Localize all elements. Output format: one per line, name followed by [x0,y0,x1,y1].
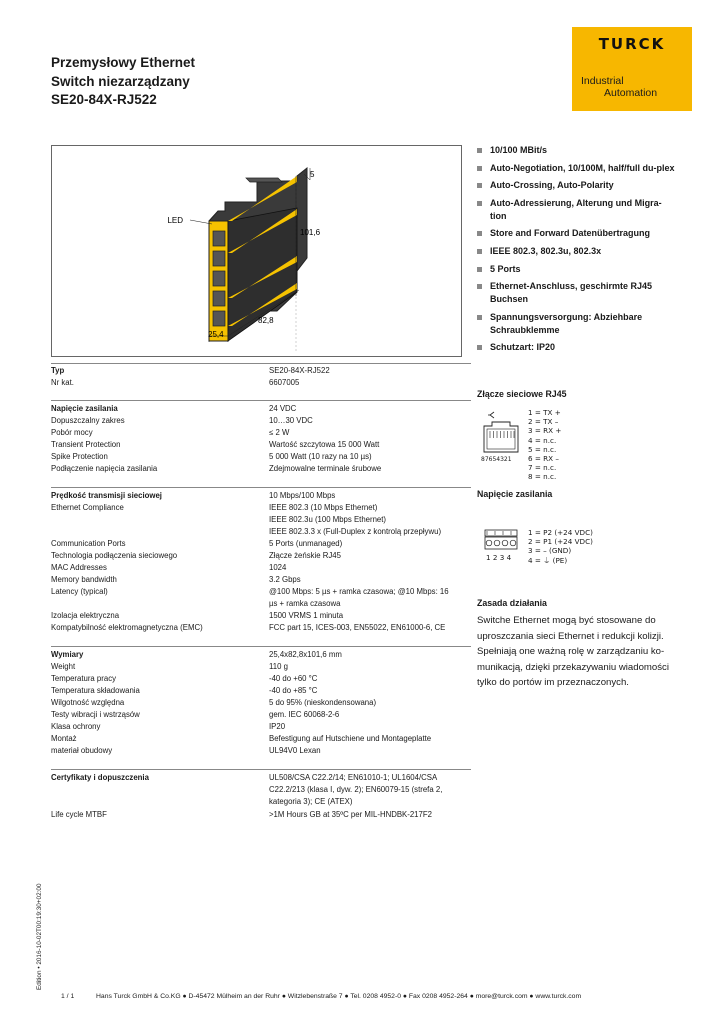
product-drawing-frame [51,145,462,357]
bullet-icon [477,315,482,320]
led-label: LED [167,216,183,225]
spec-row-predkosc: Prędkość transmisji sieciowej 10 Mbps/100 Mbps [51,491,336,500]
divider [51,646,471,647]
dim-top-label: 5 [310,170,315,179]
spec-row-transient: Transient Protection Wartość szczytowa 15 000 Watt [51,440,380,449]
title-line-1: Przemysłowy Ethernet [51,55,196,70]
spec-row-pobor: Pobór mocy ≤ 2 W [51,428,290,437]
logo-text: TURCK [598,35,666,53]
divider [51,487,471,488]
spec-row-emc: Kompatybilność elektromagnetyczna (EMC) FCC part 15, ICES-003, EN55022, EN61000-6, CE [51,623,446,632]
spec-row-certyfikaty-3: kategoria 3); CE (ATEX) [269,797,353,806]
bullet-icon [477,148,482,153]
spec-row-temp-pracy: Temperatura pracy -40 do +60 °C [51,674,318,683]
turck-logo [572,27,692,63]
spec-row-wymiary: Wymiary 25,4x82,8x101,6 mm [51,650,342,659]
divider [51,363,471,364]
brand-block [572,63,692,111]
bullet-icon [477,249,482,254]
zasada-heading: Zasada działania [477,598,547,608]
bullet-icon [477,183,482,188]
divider [51,400,471,401]
spec-row-ethernet-3: IEEE 802.3.3 x (Full-Duplex z kontrolą przepływu) [269,527,442,536]
spec-row-montaz: Montaż Befestigung auf Hutschiene und Montageplatte [51,734,432,743]
terminal-numbers: 1 2 3 4 [486,553,512,562]
terminal-block-icon [484,529,520,553]
spec-row-wibracje: Testy wibracji i wstrząsów gem. IEC 60068-2-6 [51,710,340,719]
spec-row-memory: Memory bandwidth 3.2 Gbps [51,575,301,584]
page-title [51,54,195,110]
spec-row-ethernet: Ethernet Compliance IEEE 802.3 (10 Mbps Ethernet) [51,503,378,512]
power-pin-list: 1 = P2 (+24 VDC) 2 = P1 (+24 VDC) 3 = – (GND) 4 = ⏚ (PE) [528,528,593,565]
spec-row-temp-skladowania: Temperatura składowania -40 do +85 °C [51,686,318,695]
spec-row-izolacja: Izolacja elektryczna 1500 VRMS 1 minuta [51,611,344,620]
feature-item: Auto-Adressierung, Alterung und Migra-tion [477,197,677,223]
power-heading: Napięcie zasilania [477,489,553,499]
rj45-pin-list: 1 = TX + 2 = TX – 3 = RX + 4 = n.c. 5 = n.c. 6 = RX – 7 = n.c. 8 = n.c. [528,408,562,482]
edition-stamp: Edition • 2016-10-02T00:19:30+02:00 [36,883,43,990]
spec-row-zakres: Dopuszczalny zakres 10…30 VDC [51,416,313,425]
rj45-heading: Złącze sieciowe RJ45 [477,389,567,399]
feature-item: Auto-Negotiation, 10/100M, half/full du-plex [477,162,677,175]
feature-item: 5 Ports [477,263,677,276]
spec-row-mtbf: Life cycle MTBF >1M Hours GB at 35ºC per MIL-HNDBK-217F2 [51,810,432,819]
spec-row-ports: Communication Ports 5 Ports (unmanaged) [51,539,343,548]
spec-row-podlaczenie: Podłączenie napięcia zasilania Zdejmowalne terminale śrubowe [51,464,382,473]
spec-row-material: materiał obudowy UL94V0 Lexan [51,746,321,755]
spec-row-klasa: Klasa ochrony IP20 [51,722,286,731]
dim-height-label: 101,6 [300,228,321,237]
page-number: 1 / 1 [61,993,75,1000]
bullet-icon [477,345,482,350]
spec-row-latency-2: µs + ramka czasowa [269,599,341,608]
bullet-icon [477,284,482,289]
bullet-icon [477,166,482,171]
spec-row-technologia: Technologia podłączenia sieciowego Złącze żeńskie RJ45 [51,551,341,560]
spec-row-ethernet-2: IEEE 802.3u (100 Mbps Ethernet) [269,515,387,524]
feature-item: IEEE 802.3, 802.3u, 802.3x [477,245,677,258]
spec-row-typ: Typ SE20-84X-RJ522 [51,366,330,375]
spec-row-napiecie: Napięcie zasilania 24 VDC [51,404,297,413]
feature-list [477,144,677,359]
zasada-text: Switche Ethernet mogą być stosowane do uproszczania sieci Ethernet i redukcji kolizji. Spełniają one ważną rolę w zarządzaniu ko- munikacją, dzięki przekazywaniu wiadomości tylko do portów im przeznaczonych. [477,615,669,688]
title-line-3: SE20-84X-RJ522 [51,92,157,107]
feature-item: Store and Forward Datenübertragung [477,227,677,240]
dim-width-label: 25,4 [208,330,224,339]
rj45-pin-numbers: 87654321 [481,456,512,463]
product-drawing [52,146,461,356]
dim-depth-label: 82,8 [258,316,274,325]
spec-row-wilgotnosc: Wilgotność względna 5 do 95% (nieskondensowana) [51,698,377,707]
feature-item: Spannungsversorgung: Abziehbare Schraubklemme [477,311,677,337]
spec-row-certyfikaty: Certyfikaty i dopuszczenia UL508/CSA C22.2/14; EN61010-1; UL1604/CSA [51,773,438,782]
bullet-icon [477,201,482,206]
spec-row-weight: Weight 110 g [51,662,288,671]
feature-item: Schutzart: IP20 [477,341,677,354]
feature-item: Ethernet-Anschluss, geschirmte RJ45 Buchsen [477,280,677,306]
feature-item: Auto-Crossing, Auto-Polarity [477,179,677,192]
brand-line-automation: Automation [604,87,658,99]
bullet-icon [477,231,482,236]
brand-line-industrial: Industrial [581,75,624,87]
spec-row-certyfikaty-2: C22.2/213 (klasa I, dyw. 2); EN60079-15 (strefa 2, [269,785,443,794]
spec-row-nr: Nr kat. 6607005 [51,378,300,387]
spec-table [51,363,471,833]
spec-row-mac: MAC Addresses 1024 [51,563,287,572]
title-line-2: Switch niezarządzany [51,73,190,89]
bullet-icon [477,267,482,272]
divider [51,769,471,770]
feature-item: 10/100 MBit/s [477,144,677,157]
footer [61,993,581,1000]
spec-row-spike: Spike Protection 5 000 Watt (10 razy na 10 µs) [51,452,372,461]
spec-row-latency: Latency (typical) @100 Mbps: 5 µs + ramka czasowa; @10 Mbps: 16 [51,587,449,596]
footer-address: Hans Turck GmbH & Co.KG ● D-45472 Mülheim an der Ruhr ● Witzlebenstraße 7 ● Tel. 0208 4952-0 ● Fax 0208 4952-264 ● more@turck.com ● www.turck.com [96,993,582,1000]
